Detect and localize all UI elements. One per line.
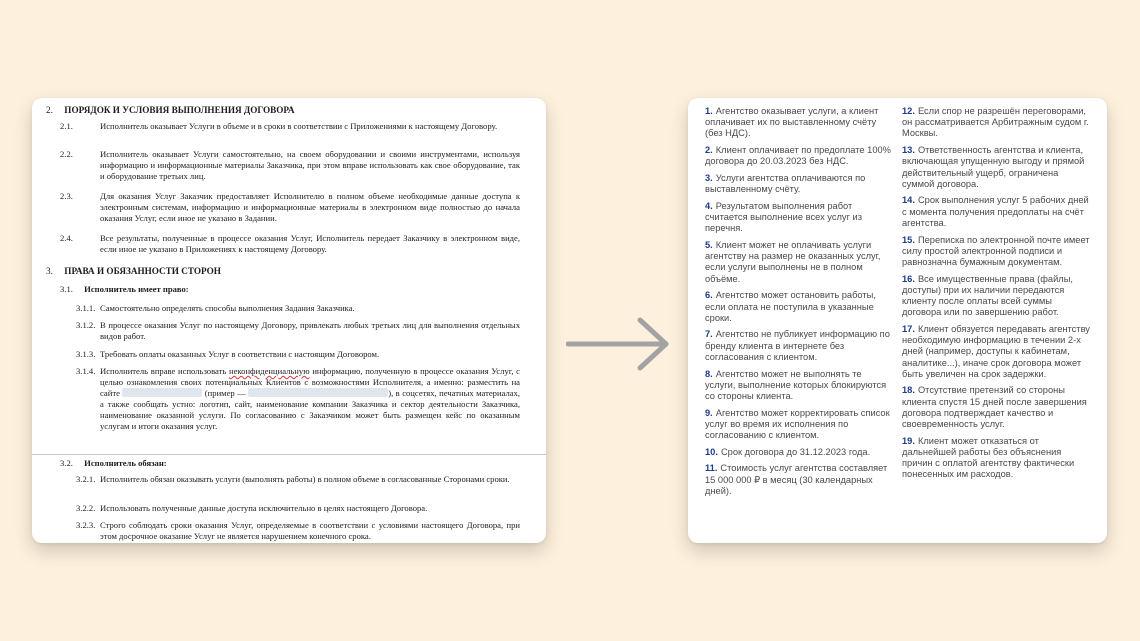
redacted-example-url	[248, 388, 388, 397]
summary-point-number: 8.	[705, 368, 713, 379]
summary-point	[705, 106, 893, 140]
summary-point-number: 11.	[705, 463, 718, 474]
clause-3-2-3: 3.2.3. Строго соблюдать сроки оказания Услуг, определяемые в соответствии с условиями настоящего Договора, при этом досрочное оказание Услуг не является нарушением конечного срока.	[76, 520, 520, 541]
summary-column-2	[902, 106, 1090, 486]
summary-point-text: Агентство может корректировать список услуг во время их исполнения по согласованию с клиентом.	[705, 407, 890, 441]
subsection-3-2: 3.2. Исполнитель обязан:	[60, 458, 167, 468]
contract-document-card	[32, 98, 546, 543]
section-2-heading: 2. ПОРЯДОК И УСЛОВИЯ ВЫПОЛНЕНИЯ ДОГОВОРА	[46, 105, 295, 115]
clause-3-1-4: 3.1.4. Исполнитель вправе использовать неконфиденциальную информацию, полученную в процессе оказания Услуг, с целью ознакомления своих потенциальных Клиентов с возможностями Исполнителя, а именно: разместить на сайте (пример — ), в соцсетях, печатных материалах, а также сообщать устно: логотип, сайт, наименование компании Заказчика и сектор деятельности Заказчика, наименование оказанной услуги. По согласованию с Заказчиком может быть размещен кейс по оказанным услугам и итоги оказания услуг.	[76, 366, 521, 431]
clause-3-1-2: 3.1.2. В процессе оказания Услуг по настоящему Договору, привлекать любых третьих лиц для выполнения отдельных видов работ.	[76, 320, 520, 341]
clause-2-3: 2.3. Для оказания Услуг Заказчик предоставляет Исполнителю в полном объеме необходимые данные доступа к электронным системам, информацию и информационные материалы в электронном виде полностью до начала оказания Услуг, если иное не указано в Задании.	[60, 191, 520, 223]
subsection-3-1: 3.1. Исполнитель имеет право:	[60, 284, 189, 294]
summary-point-number: 13.	[902, 145, 915, 156]
summary-point	[705, 447, 893, 458]
summary-point	[705, 369, 893, 403]
summary-point-text: Срок договора до 31.12.2023 года.	[720, 446, 871, 457]
summary-point-number: 19.	[902, 435, 915, 446]
section-3-heading: 3. ПРАВА И ОБЯЗАННОСТИ СТОРОН	[46, 266, 221, 276]
summary-point	[705, 201, 893, 235]
summary-point-number: 14.	[902, 195, 915, 206]
summary-point-text: Отсутствие претензий со стороны клиента спустя 15 дней после завершения договора подтверждает качество и своевременность услуг.	[902, 385, 1087, 430]
summary-point-number: 17.	[902, 323, 915, 334]
summary-point-text: Агентство может остановить работы, если оплата не поступила в указанные сроки.	[705, 290, 876, 323]
summary-point	[705, 408, 893, 442]
summary-point-number: 6.	[705, 290, 713, 301]
summary-point-number: 18.	[902, 385, 915, 396]
arrow-right-icon	[566, 316, 672, 372]
summary-point-text: Переписка по электронной почте имеет силу простой электронной подписи и равнозначна бумажным документам.	[902, 234, 1090, 267]
summary-point	[705, 240, 893, 285]
summary-point-number: 7.	[705, 329, 713, 340]
summary-point-number: 4.	[705, 200, 713, 211]
clause-2-2: 2.2. Исполнитель оказывает Услуги самостоятельно, на своем оборудовании и своими инструментами, используя информацию и информационные материалы Заказчика, при этом вправе использовать как свое оборудование, так и оборудование третьих лиц.	[60, 149, 520, 181]
summary-point-number: 9.	[705, 407, 713, 418]
summary-point-number: 12.	[902, 106, 915, 116]
summary-point-text: Ответственность агентства и клиента, включающая упущенную выгоду и прямой действительный ущерб, ограничена суммой договора.	[902, 145, 1085, 189]
clause-2-1: 2.1. Исполнитель оказывает Услуги в объеме и в сроки в соответствии с Приложениями к настоящему Договору.	[60, 121, 498, 131]
summary-point	[705, 173, 893, 195]
summary-point-text: Клиент обязуется передавать агентству необходимую информацию в течении 2-х дней (например, доступы к кабинетам, аналитике...), иначе срок договора может быть увеличен на срок задержки.	[902, 323, 1090, 379]
clause-3-1-1: 3.1.1. Самостоятельно определять способы выполнения Задания Заказчика.	[76, 303, 355, 313]
summary-point	[705, 290, 893, 324]
summary-point	[902, 385, 1090, 430]
summary-point-text: Агентство оказывает услуги, а клиент оплачивает их по выставленному счёту (без НДС).	[705, 106, 879, 139]
summary-point-number: 10.	[705, 446, 718, 457]
clause-3-1-3: 3.1.3. Требовать оплаты оказанных Услуг в соответствии с настоящим Договором.	[76, 349, 380, 359]
summary-point-text: Стоимость услуг агентства составляет 15 000 000 ₽ в месяц (30 календарных дней).	[705, 463, 888, 496]
summary-point-number: 3.	[705, 173, 713, 184]
redacted-site-url	[122, 388, 202, 397]
summary-point-text: Все имущественные права (файлы, доступы) при их наличии передаются клиенту после оплаты всей суммы договора или по завершению работ.	[902, 273, 1073, 318]
summary-point-text: Клиент может не оплачивать услуги агентству на размер не оказанных услуг, если услуги выполнены не в полном объёме.	[705, 240, 881, 284]
summary-column-1	[705, 106, 893, 503]
summary-point	[902, 145, 1090, 190]
summary-point	[705, 463, 893, 497]
page-break-divider	[32, 454, 546, 455]
summary-point-text: Результатом выполнения работ считается выполнение всех услуг из перечня.	[705, 200, 862, 234]
summary-point-text: Клиент оплачивает по предоплате 100% договора до 20.03.2023 без НДС.	[705, 145, 891, 167]
summary-point-text: Если спор не разрешён переговорами, он рассматривается Арбитражным судом г. Москвы.	[902, 106, 1089, 139]
summary-point-number: 2.	[705, 145, 713, 156]
summary-point-text: Срок выполнения услуг 5 рабочих дней с момента получения предоплаты на счёт агентства.	[902, 195, 1089, 228]
summary-card	[688, 98, 1107, 543]
summary-point-number: 15.	[902, 234, 915, 245]
spellcheck-flagged-word: неконфиденциальную	[229, 366, 310, 376]
summary-point-number: 16.	[902, 273, 915, 284]
summary-point-number: 1.	[705, 106, 713, 116]
summary-point-text: Агентство не публикует информацию по бренду клиента в интернете без согласования с клиентом.	[705, 329, 890, 362]
summary-point	[902, 235, 1090, 269]
summary-point	[705, 145, 893, 167]
summary-point	[902, 106, 1090, 140]
summary-point	[705, 329, 893, 363]
clause-3-2-2: 3.2.2. Использовать полученные данные доступа исключительно в целях настоящего Договора.	[76, 503, 428, 513]
clause-3-2-1: 3.2.1. Исполнитель обязан оказывать услуги (выполнять работы) в полном объеме в согласованные Сторонами сроки.	[76, 474, 510, 484]
summary-point-text: Клиент может отказаться от дальнейшей работы без объяснения причин с оплатой агентству фактически понесенных им расходов.	[902, 435, 1075, 480]
summary-point	[902, 274, 1090, 319]
summary-point-text: Агентство может не выполнять те услуги, выполнение которых блокируются со стороны клиента.	[705, 368, 887, 401]
summary-point-text: Услуги агентства оплачиваются по выставленному счёту.	[705, 173, 866, 195]
summary-point	[902, 324, 1090, 380]
clause-2-4: 2.4. Все результаты, полученные в процессе оказания Услуг, Исполнитель передает Заказчику в электронном виде, если иное не указано в Приложениях к настоящему Договору.	[60, 233, 520, 254]
summary-point	[902, 436, 1090, 481]
summary-point-number: 5.	[705, 240, 713, 251]
summary-point	[902, 195, 1090, 229]
